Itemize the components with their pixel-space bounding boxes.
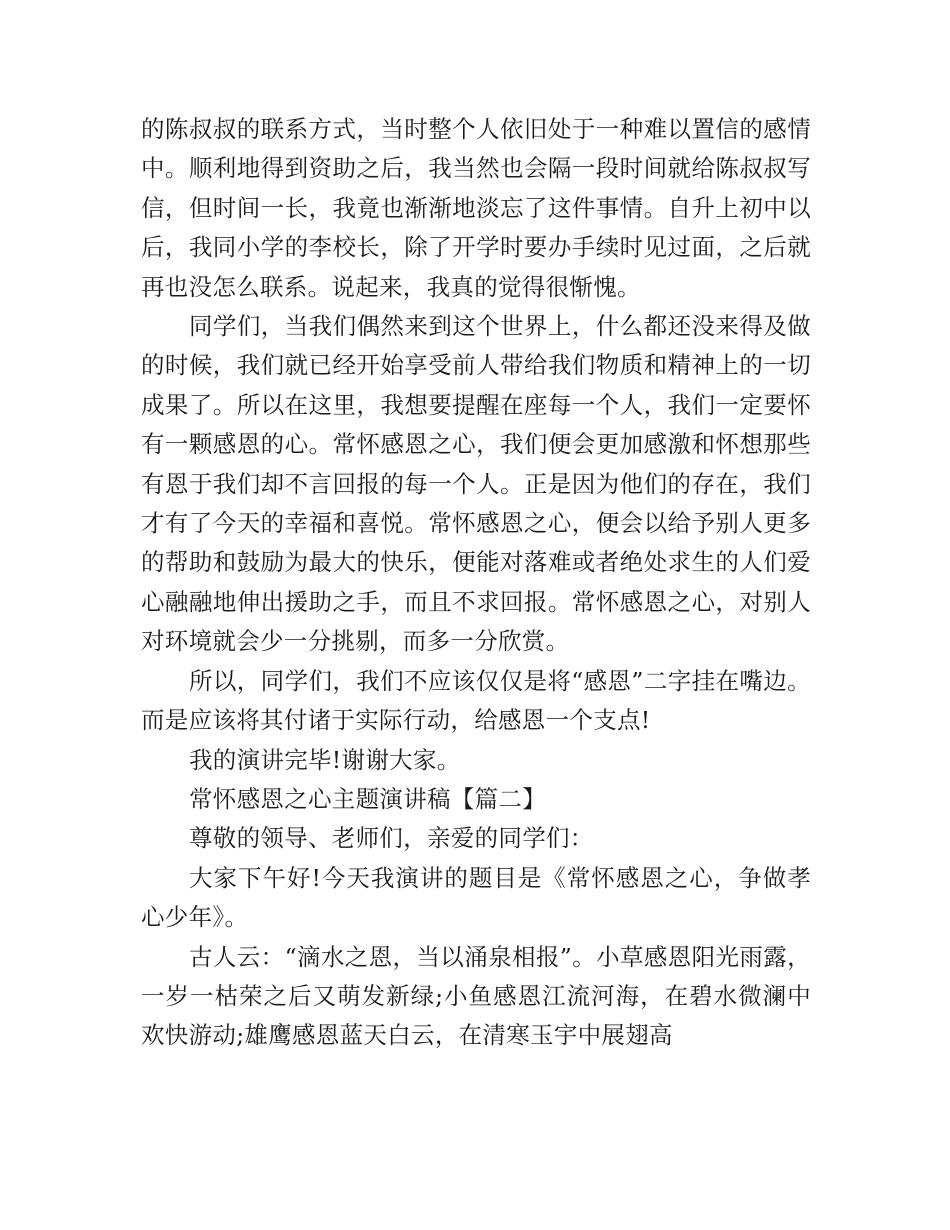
paragraph-7: 大家下午好!今天我演讲的题目是《常怀感恩之心，争做孝心少年》。 [141, 863, 811, 932]
paragraph-1: 的陈叔叔的联系方式，当时整个人依旧处于一种难以置信的感情中。顺利地得到资助之后，我当然也会隔一段时间就给陈叔叔写信，但时间一长，我竟也渐渐地淡忘了这件事情。自升上初中以后，我同小学的李校长，除了开学时要办手续时见过面，之后就再也没怎么联系。说起来，我真的觉得很惭愧。 [141, 115, 811, 301]
paragraph-3: 所以，同学们，我们不应该仅仅是将“感恩”二字挂在嘴边。而是应该将其付诸于实际行动，给感恩一个支点! [141, 666, 811, 735]
salutation: 尊敬的领导、老师们，亲爱的同学们： [189, 824, 594, 853]
section-heading: 常怀感恩之心主题演讲稿【篇二】 [189, 784, 546, 813]
paragraph-8: 古人云：“滴水之恩，当以涌泉相报”。小草感恩阳光雨露，一岁一枯荣之后又萌发新绿;小鱼感恩江流河海，在碧水微澜中欢快游动;雄鹰感恩蓝天白云，在清寒玉宇中展翅高 [141, 942, 811, 1050]
document-body [141, 110, 811, 1056]
paragraph-4: 我的演讲完毕!谢谢大家。 [189, 745, 461, 774]
paragraph-2: 同学们，当我们偶然来到这个世界上，什么都还没来得及做的时候，我们就已经开始享受前人带给我们物质和精神上的一切成果了。所以在这里，我想要提醒在座每一个人，我们一定要怀有一颗感恩的心。常怀感恩之心，我们便会更加感激和怀想那些有恩于我们却不言回报的每一个人。正是因为他们的存在，我们才有了今天的幸福和喜悦。常怀感恩之心，便会以给予别人更多的帮助和鼓励为最大的快乐，便能对落难或者绝处求生的人们爱心融融地伸出援助之手，而且不求回报。常怀感恩之心，对别人对环境就会少一分挑剔，而多一分欣赏。 [141, 312, 811, 656]
